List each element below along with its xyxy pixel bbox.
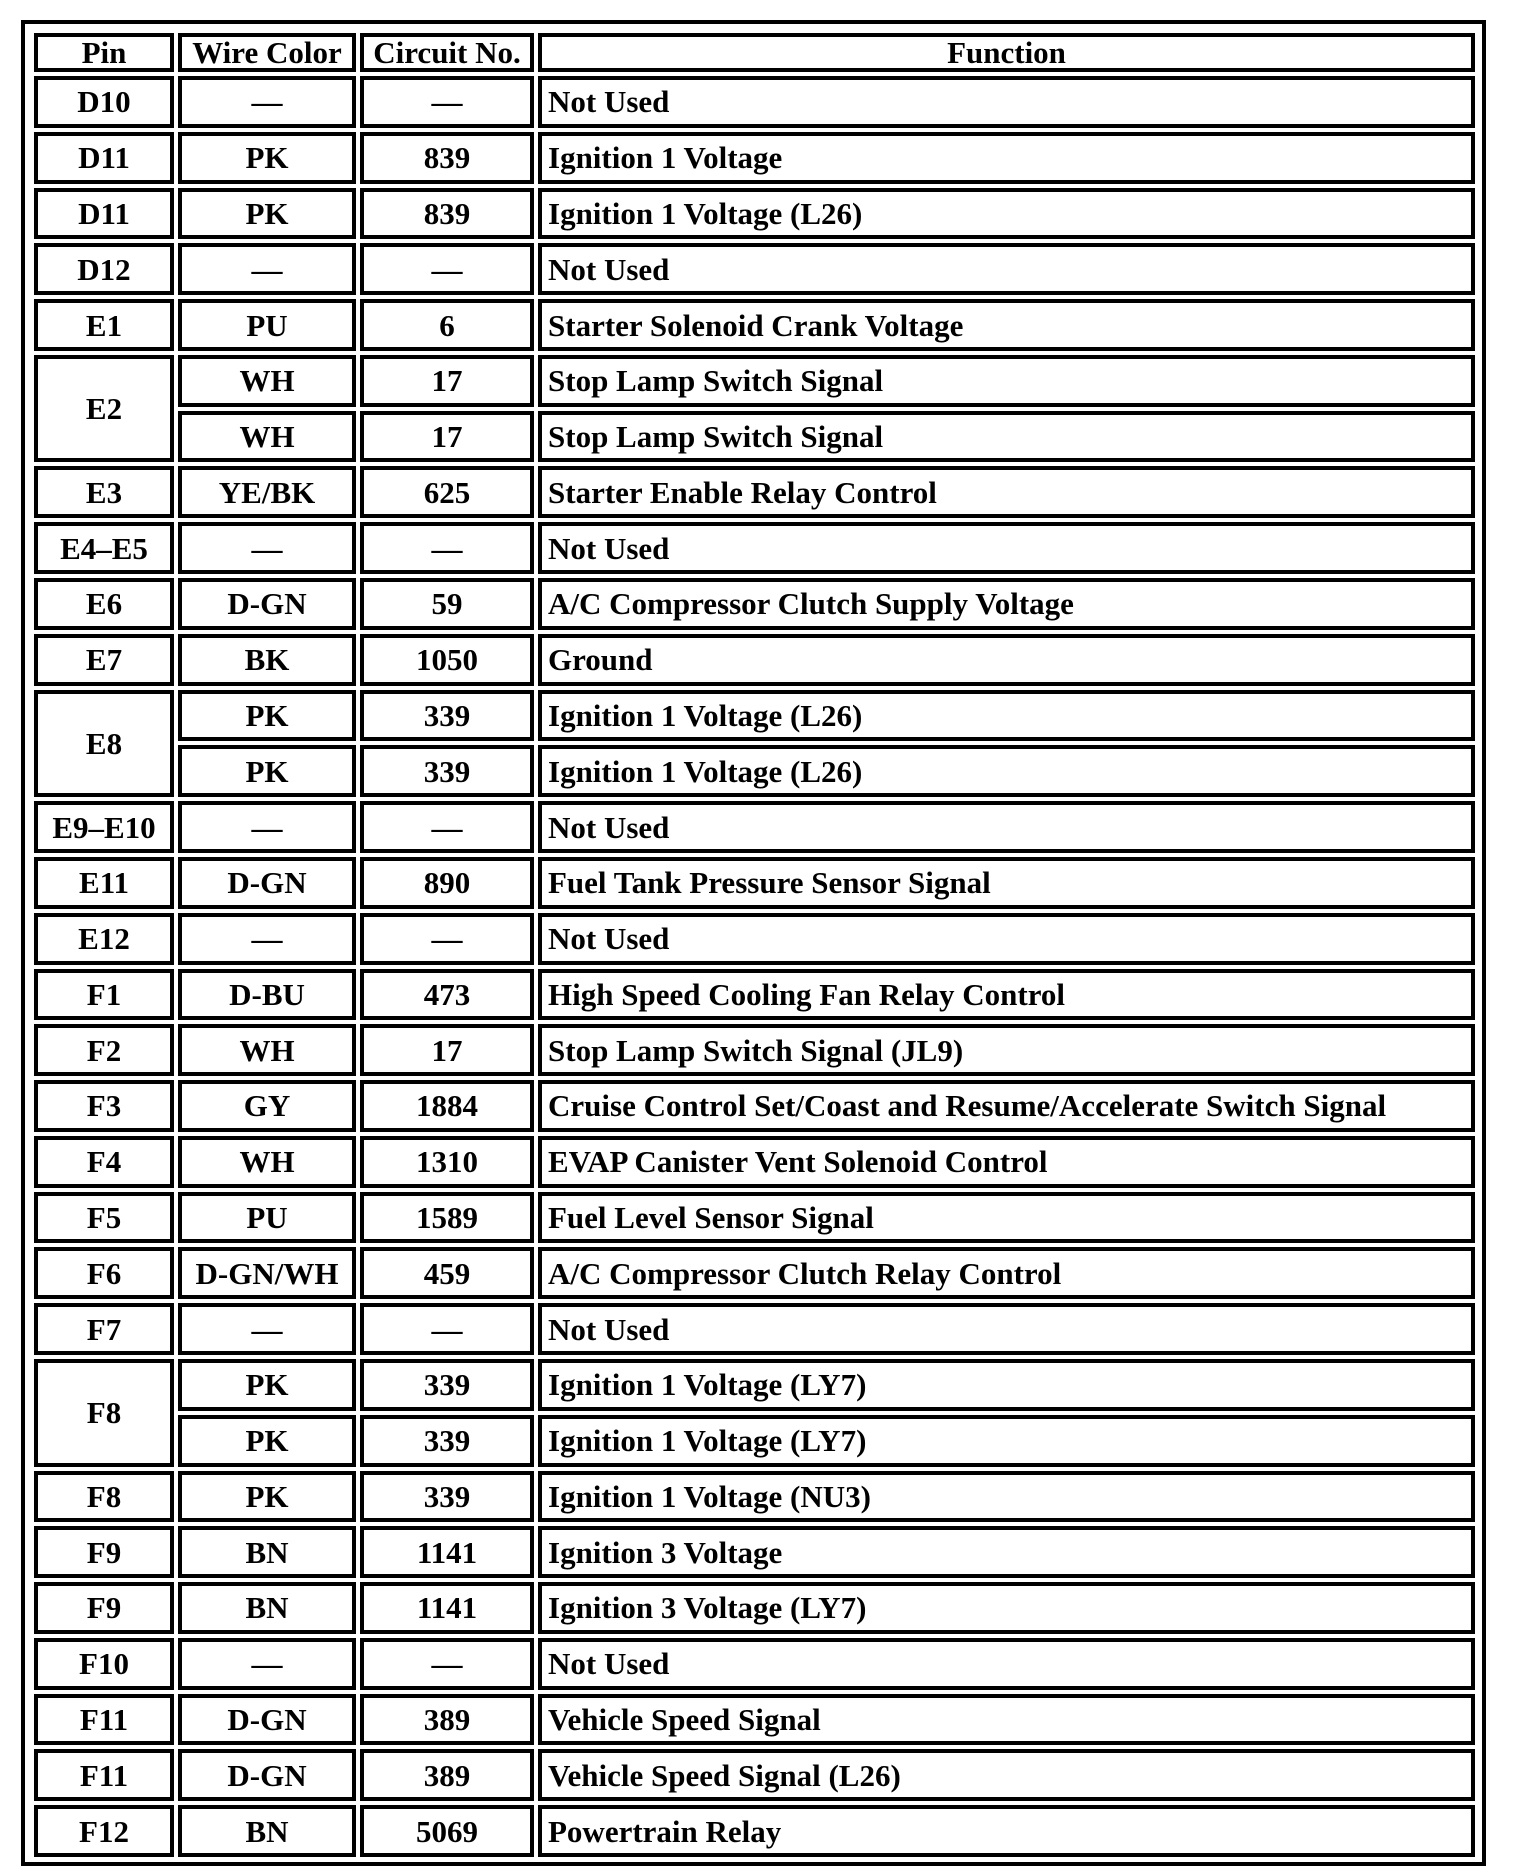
function-cell: Ignition 1 Voltage (L26) [538,188,1475,240]
pin-cell: F8 [34,1359,174,1467]
header-pin: Pin [34,33,174,72]
wire-color-cell: BN [178,1526,356,1578]
pin-cell: F8 [34,1471,174,1523]
table-row [34,1024,1475,1076]
wire-color-cell: PK [178,132,356,184]
pin-cell: F9 [34,1526,174,1578]
wire-color-cell: — [178,801,356,853]
function-cell: Ground [538,634,1475,686]
table-row [34,1526,1475,1578]
function-cell: Ignition 1 Voltage (LY7) [538,1415,1475,1467]
pin-cell: E4–E5 [34,522,174,574]
function-cell: Not Used [538,522,1475,574]
table-row [34,76,1475,128]
function-cell: Stop Lamp Switch Signal (JL9) [538,1024,1475,1076]
circuit-no-cell: 389 [360,1694,534,1746]
circuit-no-cell: — [360,243,534,295]
wire-color-cell: — [178,913,356,965]
function-cell: Ignition 3 Voltage (LY7) [538,1582,1475,1634]
table-row [34,745,1475,797]
function-cell: Not Used [538,1303,1475,1355]
function-cell: Cruise Control Set/Coast and Resume/Accelerate Switch Signal [538,1080,1475,1132]
pin-cell: F1 [34,969,174,1021]
pin-cell: E6 [34,578,174,630]
function-cell: Ignition 1 Voltage (L26) [538,745,1475,797]
pin-cell: D10 [34,76,174,128]
pin-cell: E3 [34,466,174,518]
header-wire-color: Wire Color [178,33,356,72]
circuit-no-cell: 459 [360,1247,534,1299]
function-cell: Not Used [538,76,1475,128]
circuit-no-cell: — [360,1303,534,1355]
wire-color-cell: D-GN/WH [178,1247,356,1299]
table-row [34,1192,1475,1244]
table-row [34,1415,1475,1467]
table-row [34,132,1475,184]
function-cell: Not Used [538,913,1475,965]
table-header [34,33,1475,72]
pin-cell: F11 [34,1694,174,1746]
function-cell: Ignition 1 Voltage (LY7) [538,1359,1475,1411]
pin-cell: E11 [34,857,174,909]
pin-cell: D11 [34,132,174,184]
wire-color-cell: PU [178,1192,356,1244]
table-row [34,355,1475,407]
wire-color-cell: BN [178,1805,356,1857]
function-cell: Vehicle Speed Signal (L26) [538,1749,1475,1801]
table-row [34,969,1475,1021]
wire-color-cell: D-BU [178,969,356,1021]
table-row [34,913,1475,965]
function-cell: Starter Solenoid Crank Voltage [538,299,1475,351]
pin-cell: D12 [34,243,174,295]
wire-color-cell: — [178,522,356,574]
function-cell: Not Used [538,243,1475,295]
wire-color-cell: BN [178,1582,356,1634]
wire-color-cell: WH [178,1024,356,1076]
wire-color-cell: D-GN [178,1694,356,1746]
circuit-no-cell: — [360,76,534,128]
circuit-no-cell: 1141 [360,1582,534,1634]
circuit-no-cell: — [360,1638,534,1690]
wire-color-cell: D-GN [178,578,356,630]
function-cell: Vehicle Speed Signal [538,1694,1475,1746]
pin-cell: F4 [34,1136,174,1188]
function-cell: Not Used [538,1638,1475,1690]
circuit-no-cell: 1884 [360,1080,534,1132]
table-row [34,522,1475,574]
table-frame [21,20,1486,1866]
table-row [34,1805,1475,1857]
table-row [34,1694,1475,1746]
function-cell: EVAP Canister Vent Solenoid Control [538,1136,1475,1188]
wire-color-cell: PK [178,1415,356,1467]
circuit-no-cell: 17 [360,355,534,407]
circuit-no-cell: 1589 [360,1192,534,1244]
table-row [34,1080,1475,1132]
circuit-no-cell: 839 [360,188,534,240]
wire-color-cell: BK [178,634,356,686]
circuit-no-cell: 17 [360,411,534,463]
table-row [34,1247,1475,1299]
wire-color-cell: YE/BK [178,466,356,518]
pin-cell: E2 [34,355,174,463]
table-row [34,690,1475,742]
function-cell: Powertrain Relay [538,1805,1475,1857]
pin-cell: F12 [34,1805,174,1857]
circuit-no-cell: — [360,913,534,965]
wire-color-cell: PK [178,1471,356,1523]
function-cell: Not Used [538,801,1475,853]
circuit-no-cell: 890 [360,857,534,909]
circuit-no-cell: 6 [360,299,534,351]
wire-color-cell: PK [178,188,356,240]
wire-color-cell: WH [178,1136,356,1188]
wire-color-cell: PK [178,745,356,797]
pin-cell: F10 [34,1638,174,1690]
circuit-no-cell: 339 [360,1471,534,1523]
pin-cell: E8 [34,690,174,798]
header-function: Function [538,33,1475,72]
wire-color-cell: PK [178,1359,356,1411]
circuit-no-cell: 1310 [360,1136,534,1188]
circuit-no-cell: 339 [360,1359,534,1411]
wire-color-cell: PU [178,299,356,351]
function-cell: Fuel Level Sensor Signal [538,1192,1475,1244]
circuit-no-cell: 339 [360,690,534,742]
table-row [34,299,1475,351]
circuit-no-cell: 839 [360,132,534,184]
function-cell: Stop Lamp Switch Signal [538,411,1475,463]
table-row [34,578,1475,630]
circuit-no-cell: — [360,801,534,853]
pin-cell: F2 [34,1024,174,1076]
wire-color-cell: — [178,1303,356,1355]
pin-cell: F3 [34,1080,174,1132]
wire-color-cell: — [178,1638,356,1690]
function-cell: Fuel Tank Pressure Sensor Signal [538,857,1475,909]
table-body [34,76,1475,1857]
function-cell: Stop Lamp Switch Signal [538,355,1475,407]
circuit-no-cell: 1141 [360,1526,534,1578]
table-row [34,1471,1475,1523]
table-row [34,857,1475,909]
connector-pinout-table [30,29,1479,1861]
function-cell: Ignition 3 Voltage [538,1526,1475,1578]
pin-cell: E12 [34,913,174,965]
wire-color-cell: — [178,243,356,295]
circuit-no-cell: 1050 [360,634,534,686]
table-row [34,801,1475,853]
table-row [34,1359,1475,1411]
table-row [34,1749,1475,1801]
function-cell: Starter Enable Relay Control [538,466,1475,518]
pin-cell: E1 [34,299,174,351]
pin-cell: F11 [34,1749,174,1801]
table-row [34,1582,1475,1634]
table-row [34,466,1475,518]
table-row [34,243,1475,295]
circuit-no-cell: 389 [360,1749,534,1801]
circuit-no-cell: 473 [360,969,534,1021]
wire-color-cell: WH [178,411,356,463]
wire-color-cell: D-GN [178,857,356,909]
pin-cell: D11 [34,188,174,240]
wire-color-cell: PK [178,690,356,742]
header-row [34,33,1475,72]
circuit-no-cell: 5069 [360,1805,534,1857]
pin-cell: E7 [34,634,174,686]
function-cell: High Speed Cooling Fan Relay Control [538,969,1475,1021]
pin-cell: F5 [34,1192,174,1244]
function-cell: A/C Compressor Clutch Relay Control [538,1247,1475,1299]
circuit-no-cell: 625 [360,466,534,518]
circuit-no-cell: 339 [360,1415,534,1467]
function-cell: Ignition 1 Voltage [538,132,1475,184]
table-row [34,188,1475,240]
pin-cell: F7 [34,1303,174,1355]
function-cell: Ignition 1 Voltage (L26) [538,690,1475,742]
circuit-no-cell: — [360,522,534,574]
function-cell: A/C Compressor Clutch Supply Voltage [538,578,1475,630]
circuit-no-cell: 339 [360,745,534,797]
table-row [34,1638,1475,1690]
table-row [34,634,1475,686]
function-cell: Ignition 1 Voltage (NU3) [538,1471,1475,1523]
wire-color-cell: WH [178,355,356,407]
circuit-no-cell: 17 [360,1024,534,1076]
wire-color-cell: — [178,76,356,128]
circuit-no-cell: 59 [360,578,534,630]
wire-color-cell: GY [178,1080,356,1132]
table-row [34,1303,1475,1355]
header-circuit-no: Circuit No. [360,33,534,72]
pin-cell: F6 [34,1247,174,1299]
table-row [34,1136,1475,1188]
pin-cell: F9 [34,1582,174,1634]
table-row [34,411,1475,463]
wire-color-cell: D-GN [178,1749,356,1801]
pin-cell: E9–E10 [34,801,174,853]
